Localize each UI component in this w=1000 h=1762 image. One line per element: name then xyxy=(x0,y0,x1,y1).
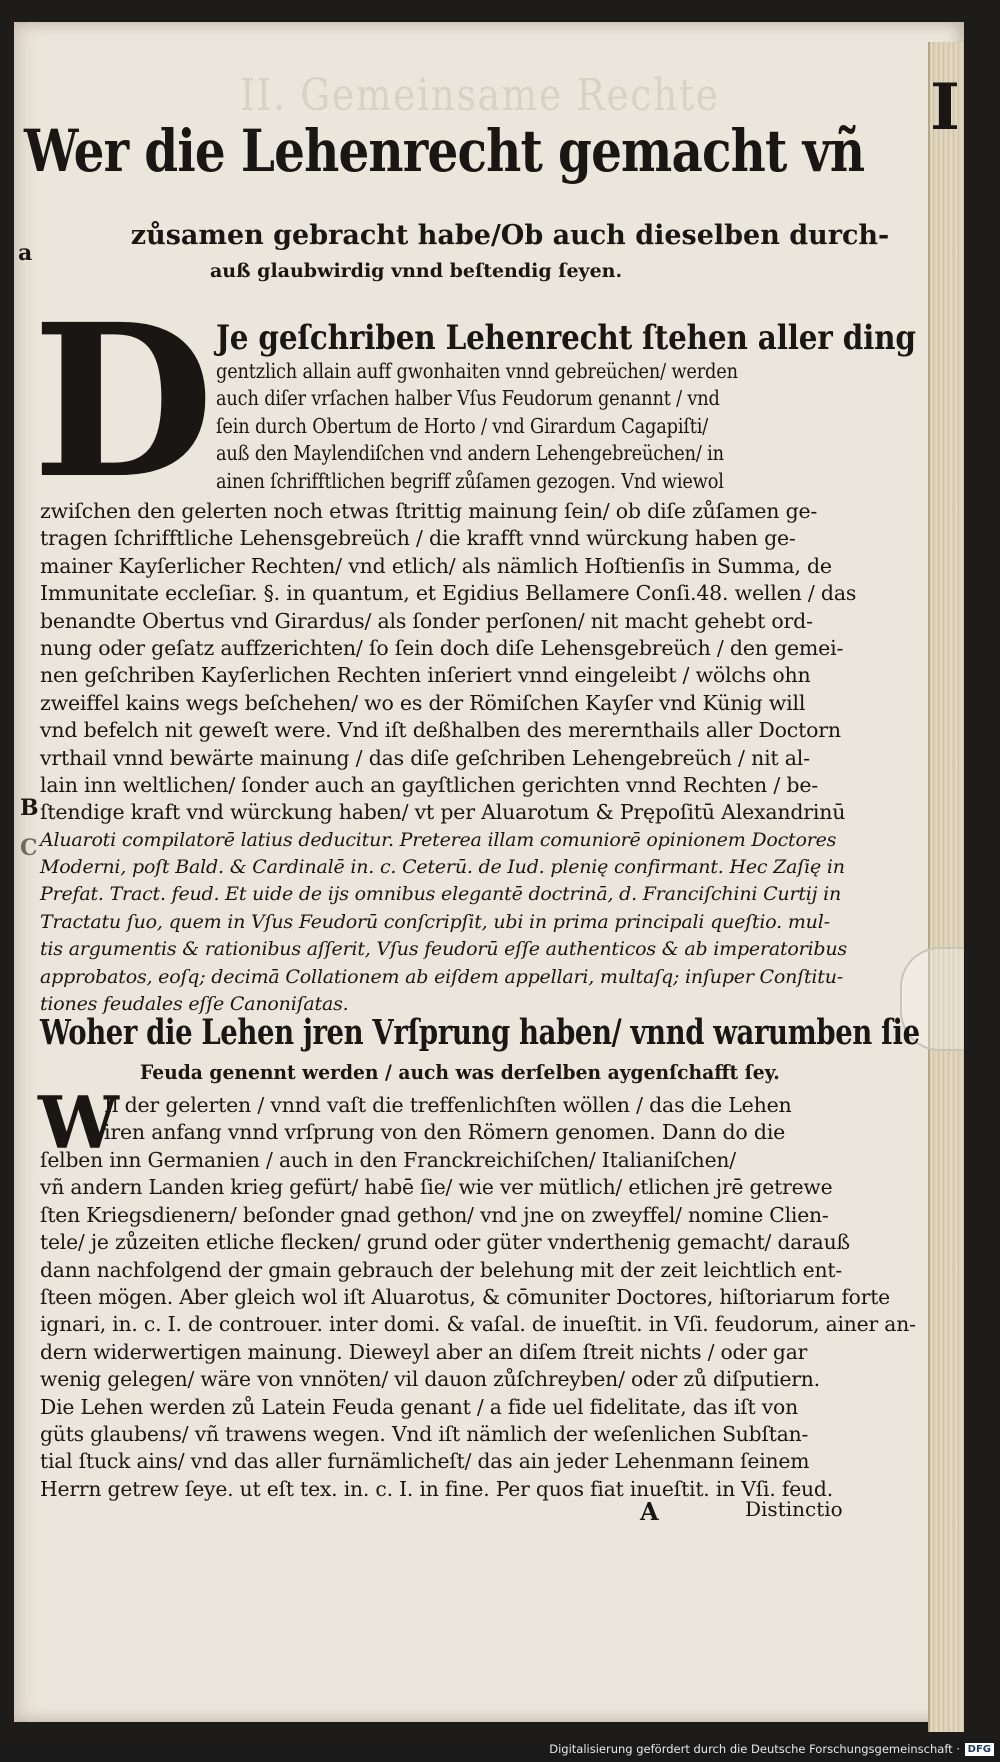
body-line: nung oder geſatz auffzerichten/ ſo ſein doch diſe Lehensgebreüch / den gemei- xyxy=(40,635,844,660)
section2-body xyxy=(40,1147,924,1503)
body-line: zwiſchen den gelerten noch etwas ſtrittig mainung ſein/ ob diſe zůſamen ge- xyxy=(40,499,818,523)
body-line-latin: Tractatu ſuo, quem in Vſus Feudorū conſcripſit, ubi in prima principali queſtio. mul- xyxy=(40,910,830,933)
body-line: lain inn weltlichen/ ſonder auch an gayſtlichen gerichten vnnd Rechten / be- xyxy=(40,772,818,797)
body-line: tragen ſchrifftliche Lehensgebreüch / die krafft vnnd würckung haben ge- xyxy=(40,526,796,551)
body-line: Il der gelerten / vnnd vaſt die treffenlichſten wöllen / das die Lehen xyxy=(104,1093,792,1117)
body-line: ſteen mögen. Aber gleich wol iſt Aluarotus, & cōmuniter Doctores, hiſtoriarum forte xyxy=(40,1284,891,1309)
side-mark-b: B xyxy=(20,795,39,821)
body-line: dann nachfolgend der gmain gebrauch der belehung mit der zeit leichtlich ent- xyxy=(40,1257,842,1282)
body-line: ſein durch Obertum de Horto / vnd Girardum Cagapiſti/ xyxy=(216,413,709,438)
section1-body-indented xyxy=(216,318,1000,495)
body-line: tele/ je zůzeiten etliche flecken/ grund oder güter vnderthenig gemacht/ darauß xyxy=(40,1230,850,1255)
section1-title-line1: Wer die Lehenrecht gemacht vñ xyxy=(24,117,865,185)
body-line: zweiffel kains wegs beſchehen/ wo es der Römiſchen Kayſer vnd Künig will xyxy=(40,690,806,715)
footer-bar xyxy=(0,1738,1000,1762)
body-line: Immunitate eccleſiar. §. in quantum, et Egidius Bellamere Conſi.48. wellen / das xyxy=(40,581,857,606)
body-line: ainen ſchrifftlichen begriff zůſamen gezogen. Vnd wiewol xyxy=(216,468,724,493)
body-line: auch diſer vrſachen halber Vſus Feudorum genannt / vnd xyxy=(216,386,720,411)
section1-body xyxy=(40,498,856,1018)
body-line: wenig gelegen/ wäre von vnnöten/ vil dauon zůſchreyben/ oder zů diſputiern. xyxy=(40,1367,820,1392)
dropcap-initial: D xyxy=(32,278,215,525)
side-mark-a: a xyxy=(18,240,33,266)
body-line: Die Lehen werden zů Latein Feuda genant / a fide uel fidelitate, das iſt von xyxy=(40,1394,798,1419)
body-line: ſten Kriegsdienern/ beſonder gnad gethon/ vnd jne on zweyffel/ nomine Clien- xyxy=(40,1202,829,1227)
section2-title-line2: Feuda genennt werden / auch was derſelben aygenſchafft ſey. xyxy=(140,1060,780,1084)
body-line: Je geſchriben Lehenrecht ſtehen aller ding xyxy=(216,318,916,358)
dfg-logo: DFG xyxy=(965,1743,994,1756)
body-line: ignari, in. c. I. de controuer. inter domi. & vaſal. de inueſtit. in Vſi. feudorum, ainer an- xyxy=(40,1312,916,1337)
body-line: iren anfang vnnd vrſprung von den Römern genomen. Dann do die xyxy=(104,1120,786,1145)
body-line-latin: tiones feudales eſſe Canoniſatas. xyxy=(40,993,349,1016)
funding-credit: Digitalisierung gefördert durch die Deutsche Forschungsgemeinschaft · xyxy=(549,1742,960,1756)
body-line: vrthail vnnd bewärte mainung / das diſe geſchriben Lehengebreüch / nit al- xyxy=(40,745,810,770)
folio-number: I xyxy=(930,70,960,145)
section2-body-indented xyxy=(104,1092,792,1147)
body-line: dern widerwertigen mainung. Dieweyl aber an diſem ſtreit nichts / oder gar xyxy=(40,1339,808,1364)
dropcap-initial-2: W xyxy=(38,1080,119,1165)
body-line-latin: Aluaroti compilatorē latius deducitur. Preterea illam comuniorē opinionem Doctores xyxy=(40,828,837,851)
section2-title-line1: Woher die Lehen jren Vrſprung haben/ vnnd warumben ſie xyxy=(40,1012,920,1053)
body-line-latin: Prefat. Tract. feud. Et uide de ijs omnibus elegantē doctrinā, d. Franciſchini Curtij in xyxy=(40,883,842,906)
section1-title-line3: auß glaubwirdig vnnd beſtendig ſeyen. xyxy=(210,260,623,282)
body-line: gentzlich allain auff gwonhaiten vnnd gebreüchen/ werden xyxy=(216,359,738,383)
body-line: vñ andern Landen krieg gefürt/ habē ſie/ wie ver mütlich/ etlichen jrē getrewe xyxy=(40,1175,833,1200)
body-line: Herrn getrew ſeye. ut eſt tex. in. c. I. in fine. Per quos fiat inueſtit. in Vſi. feud. xyxy=(40,1476,833,1501)
body-line: mainer Kayſerlicher Rechten/ vnd etlich/ als nämlich Hoſtienſis in Summa, de xyxy=(40,553,832,578)
body-line-latin: Moderni, poſt Bald. & Cardinalē in. c. Ceterū. de Iud. plenię confirmant. Hec Zaſię in xyxy=(40,856,845,879)
page-edge xyxy=(928,42,964,1732)
signature-mark: A xyxy=(640,1497,659,1526)
body-line: vnd befelch nit geweſt were. Vnd iſt deßhalben des merernthails aller Doctorn xyxy=(40,718,841,743)
body-line: tial ſtuck ains/ vnd das aller furnämlicheſt/ das ain jeder Lehenmann ſeinem xyxy=(40,1449,810,1474)
catchword: Distinctio xyxy=(745,1497,843,1521)
body-line: auß den Maylendiſchen vnd andern Lehengebreüchen/ in xyxy=(216,441,724,466)
body-line: benandte Obertus vnd Girardus/ als ſonder perſonen/ nit macht gehebt ord- xyxy=(40,608,813,633)
body-line: nen geſchriben Kayſerlichen Rechten inſeriert vnnd eingeleibt / wölchs ohn xyxy=(40,663,811,688)
body-line-latin: tis argumentis & rationibus aſſerit, Vſus feudorū eſſe authenticos & ab imperatoribus xyxy=(40,938,847,961)
body-line: ſelben inn Germanien / auch in den Franckreichiſchen/ Italianiſchen/ xyxy=(40,1148,736,1172)
body-line-latin: approbatos, eoſq; decimā Collationem ab eiſdem appellari, multaſq; inſuper Conſtitu- xyxy=(40,965,843,988)
body-line: güts glaubens/ vñ trawens wegen. Vnd iſt nämlich der weſenlichen Subſtan- xyxy=(40,1421,809,1446)
body-line: ſtendige kraft vnd würckung haben/ vt per Aluarotum & Prępoſitū Alexandrinū xyxy=(40,800,846,825)
section1-title-line2: zůsamen gebracht habe/Ob auch dieselben durch- xyxy=(130,220,890,251)
bleed-through-text: II. Gemeinsame Rechte xyxy=(240,70,720,121)
side-mark-c: C xyxy=(20,835,38,861)
